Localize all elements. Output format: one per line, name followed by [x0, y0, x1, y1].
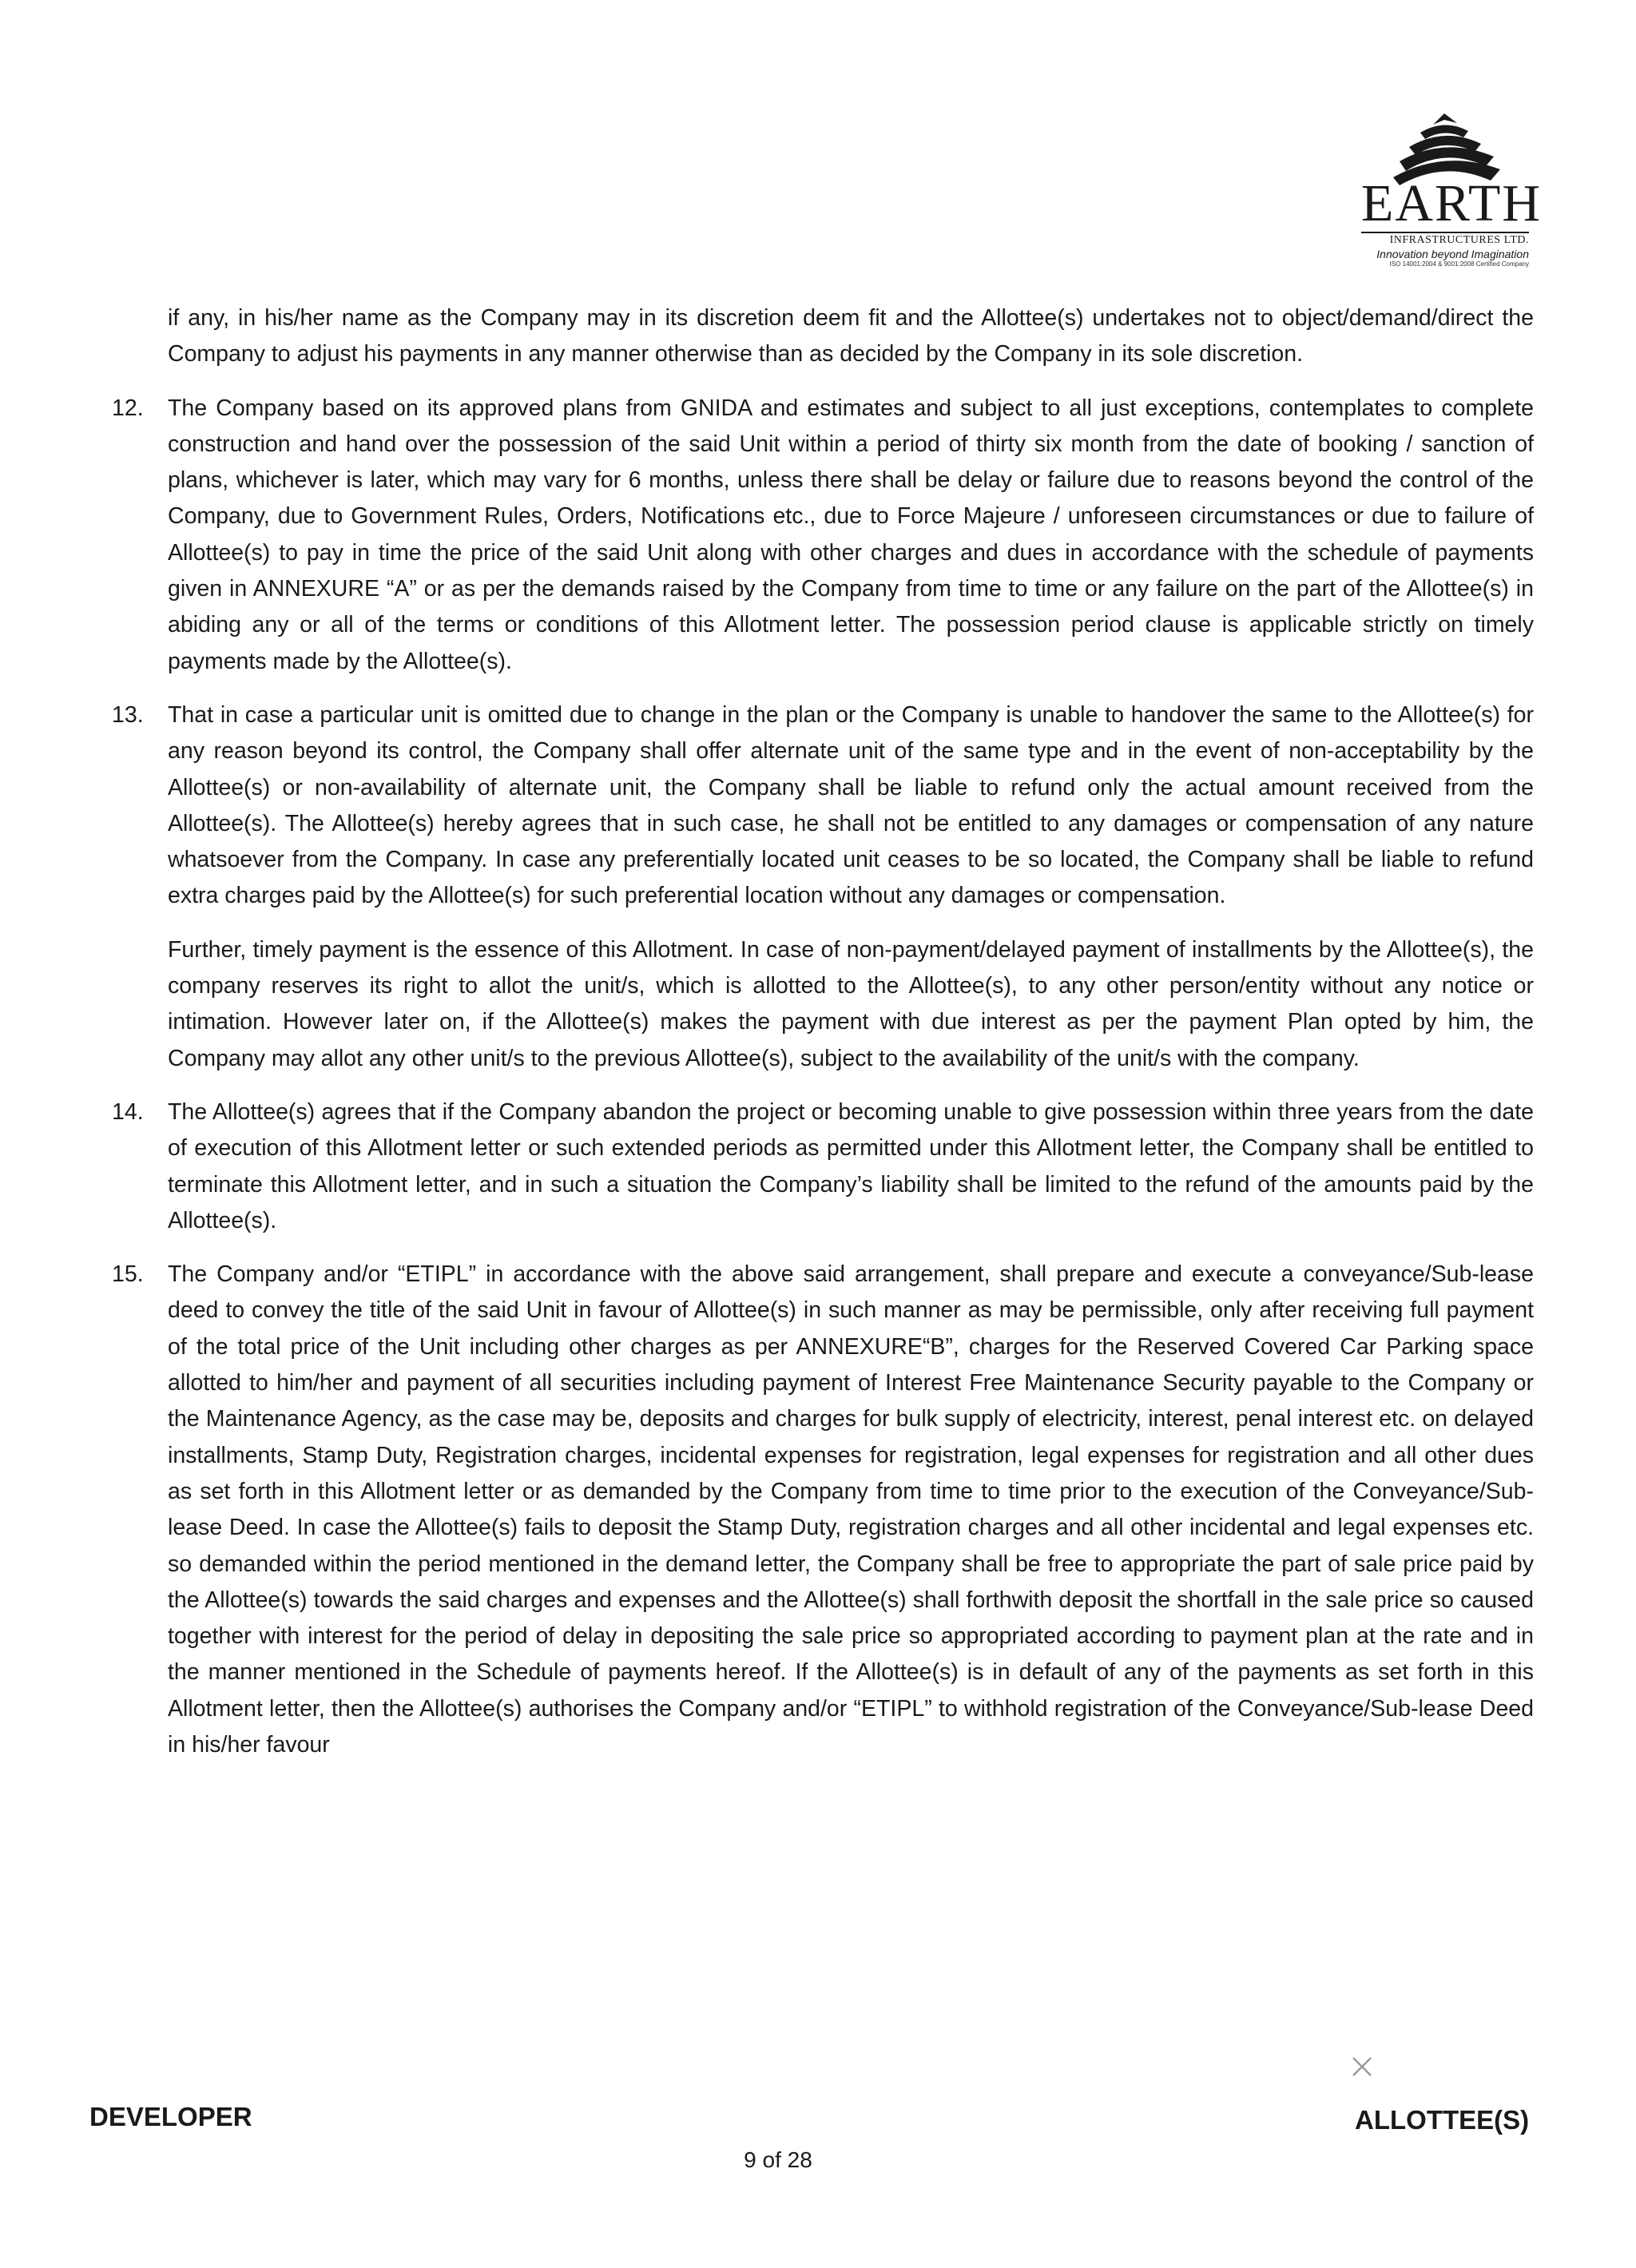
logo-certification: ISO 14001:2004 & 9001:2008 Certified Company	[1389, 260, 1529, 268]
clause-number: 15.	[112, 1261, 144, 1288]
clause-number: 14.	[112, 1098, 144, 1125]
logo-tagline: Innovation beyond Imagination	[1376, 248, 1529, 260]
clause-paragraph: Further, timely payment is the essence of this Allotment. In case of non-payment/delayed payment of installments by the Allottee(s), the company reserves its right to allot the unit/s, which is allotted to the Allottee(s), to any other person/entity without any notice or intimation. However later on, if the Allottee(s) makes the payment with due interest as per the payment Plan opted by him, the Company may allot any other unit/s to the previous Allottee(s), subject to the availability of the unit/s with the company.	[168, 936, 1534, 1071]
clause-number: 12.	[112, 395, 144, 421]
clause-paragraph: The Company and/or “ETIPL” in accordance with the above said arrangement, shall prepare and execute a conveyance/Sub-lease deed to convey the title of the said Unit in favour of Allottee(s) in such manner as may be permissible, only after receiving full payment of the total price of the Unit including other charges as per ANNEXURE“B”, charges for the Reserved Covered Car Parking space allotted to him/her and payment of all securities including payment of Interest Free Maintenance Security payable to the Company or the Maintenance Agency, as the case may be, deposits and charges for bulk supply of electricity, interest, penal interest etc. on delayed installments, Stamp Duty, Registration charges, incidental expenses for registration, legal expenses for registration and all other dues as set forth in this Allotment letter or as demanded by the Company from time to time prior to the execution of the Conveyance/Sub-lease Deed. In case the Allottee(s) fails to deposit the Stamp Duty, registration charges and all other incidental and legal expenses etc. so demanded within the period mentioned in the demand letter, the Company shall be free to appropriate the part of sale price paid by the Allottee(s) towards the said charges and expenses and the Allottee(s) shall forthwith deposit the shortfall in the sale price so caused together with interest for the period of delay in depositing the sale price so appropriated according to payment plan at the rate and in the manner mentioned in the Schedule of payments hereof. If the Allottee(s) is in default of any of the payments as set forth in this Allotment letter, then the Allottee(s) authorises the Company and/or “ETIPL” to withhold registration of the Conveyance/Sub-lease Deed in his/her favour	[168, 1261, 1534, 1758]
logo-subtitle: INFRASTRUCTURES LTD.	[1361, 232, 1529, 248]
allottee-signature-label: ALLOTTEE(S)	[1355, 2105, 1530, 2135]
company-logo	[1350, 112, 1542, 272]
clause-paragraph: The Allottee(s) agrees that if the Company abandon the project or becoming unable to give possession within three years from the date of execution of this Allotment letter or such extended periods as permitted under this Allotment letter, the Company shall be entitled to terminate this Allotment letter, and in such a situation the Company’s liability shall be limited to the refund of the amounts paid by the Allottee(s).	[168, 1098, 1534, 1233]
clause-paragraph: That in case a particular unit is omitted due to change in the plan or the Company is unable to handover the same to the Allottee(s) for any reason beyond its control, the Company shall offer alternate unit of the same type and in the event of non-acceptability by the Allottee(s) or non-availability of alternate unit, the Company shall be liable to refund only the actual amount received from the Allottee(s). The Allottee(s) hereby agrees that in such case, he shall not be entitled to any damages or compensation of any nature whatsoever from the Company. In case any preferentially located unit ceases to be so located, the Company shall be liable to refund extra charges paid by the Allottee(s) for such preferential location without any damages or compensation.	[168, 701, 1534, 909]
clause-13	[112, 697, 1534, 1077]
signature-x-mark-icon	[1350, 2055, 1374, 2079]
logo-name: EARTH	[1361, 174, 1543, 232]
clause-12	[112, 391, 1534, 680]
clause-paragraph: The Company based on its approved plans from GNIDA and estimates and subject to all just exceptions, contemplates to complete construction and hand over the possession of the said Unit within a period of thirty six month from the date of booking / sanction of plans, whichever is later, which may vary for 6 months, unless there shall be delay or failure due to reasons beyond the control of the Company, due to Government Rules, Orders, Notifications etc., due to Force Majeure / unforeseen circumstances or due to failure of Allottee(s) to pay in time the price of the said Unit along with other charges and dues in accordance with the schedule of payments given in ANNEXURE “A” or as per the demands raised by the Company from time to time or any failure on the part of the Allottee(s) in abiding any or all of the terms or conditions of this Allotment letter. The possession period clause is applicable strictly on timely payments made by the Allottee(s).	[168, 395, 1534, 674]
document-body	[112, 300, 1534, 1781]
continuation-paragraph: if any, in his/her name as the Company may in its discretion deem fit and the Allottee(s) undertakes not to object/demand/direct the Company to adjust his payments in any manner otherwise than as decided by the Company in its sole discretion.	[168, 305, 1534, 367]
clause-14	[112, 1094, 1534, 1239]
clause-number: 13.	[112, 701, 144, 728]
page-number: 9 of 28	[744, 2147, 812, 2172]
developer-signature-label: DEVELOPER	[89, 2102, 252, 2131]
clause-15	[112, 1257, 1534, 1763]
